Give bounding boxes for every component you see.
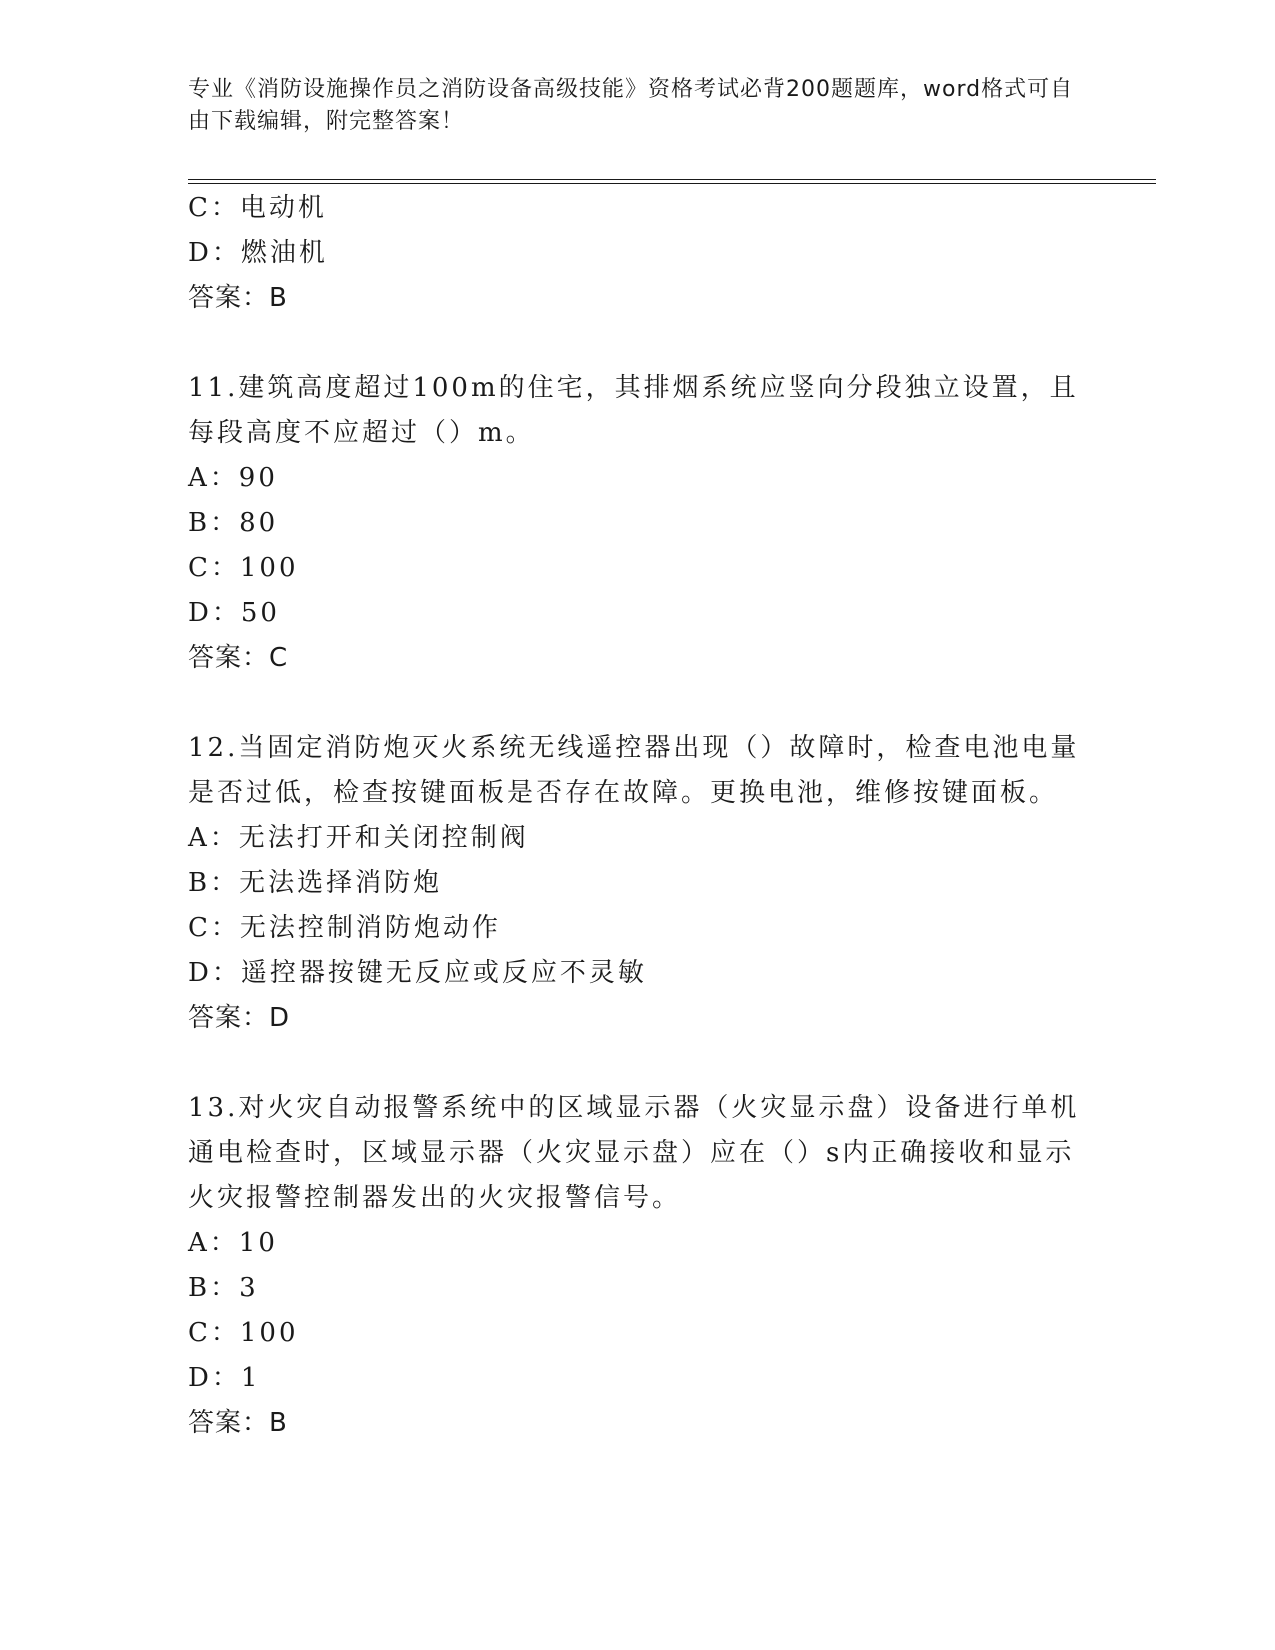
- option-d: D：1: [188, 1363, 261, 1393]
- option-c: C：电动机: [188, 193, 327, 223]
- option-d: D：燃油机: [188, 238, 328, 268]
- question-stem-line: 13.对火灾自动报警系统中的区域显示器（火灾显示盘）设备进行单机: [188, 1093, 1080, 1123]
- option-b: B：80: [188, 508, 279, 538]
- question-stem-line: 每段高度不应超过（）m。: [188, 418, 535, 448]
- option-c: C：100: [188, 553, 299, 583]
- option-c: C：100: [188, 1318, 299, 1348]
- document-header: 专业《消防设施操作员之消防设备高级技能》资格考试必背200题题库，word格式可自由下载编辑，附完整答案！: [188, 77, 1074, 134]
- question-stem-line: 是否过低，检查按键面板是否存在故障。更换电池，维修按键面板。: [188, 778, 1059, 808]
- header-divider-bottom: [188, 183, 1156, 184]
- option-b: B：3: [188, 1273, 259, 1303]
- question-stem-line: 11.建筑高度超过100m的住宅，其排烟系统应竖向分段独立设置，且: [188, 373, 1079, 403]
- option-b: B：无法选择消防炮: [188, 868, 443, 898]
- option-a: A：90: [188, 463, 278, 493]
- option-d: D：遥控器按键无反应或反应不灵敏: [188, 958, 647, 988]
- header-divider-top: [188, 179, 1156, 180]
- option-d: D：50: [188, 598, 280, 628]
- answer: 答案：C: [188, 643, 289, 673]
- answer: 答案：B: [188, 283, 288, 313]
- question-stem-line: 12.当固定消防炮灭火系统无线遥控器出现（）故障时，检查电池电量: [188, 733, 1080, 763]
- answer: 答案：D: [188, 1003, 291, 1033]
- answer: 答案：B: [188, 1408, 288, 1438]
- option-a: A：无法打开和关闭控制阀: [188, 823, 529, 853]
- option-c: C：无法控制消防炮动作: [188, 913, 501, 943]
- question-stem-line: 火灾报警控制器发出的火灾报警信号。: [188, 1183, 682, 1213]
- option-a: A：10: [188, 1228, 278, 1258]
- question-stem-line: 通电检查时，区域显示器（火灾显示盘）应在（）s内正确接收和显示: [188, 1138, 1075, 1168]
